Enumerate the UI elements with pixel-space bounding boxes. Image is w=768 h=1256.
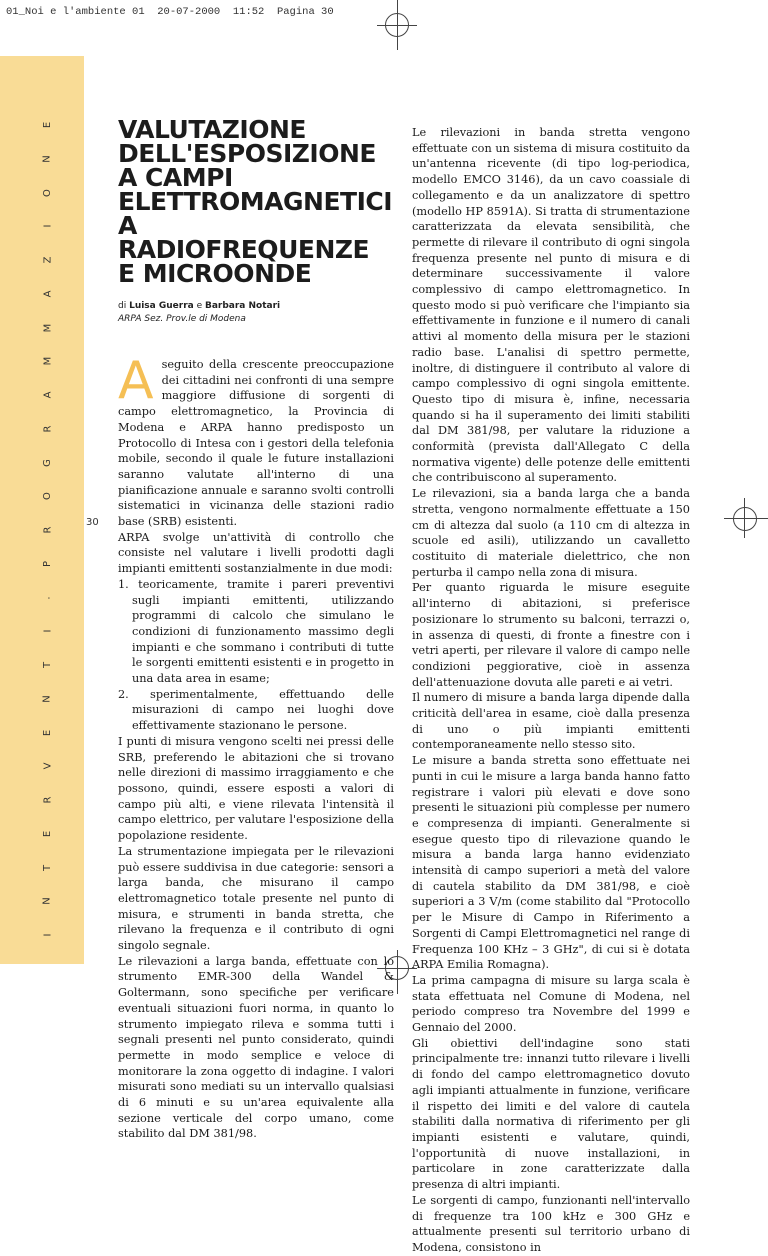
- sidebar-letter: T: [41, 864, 53, 871]
- title-line: E MICROONDE: [118, 259, 312, 288]
- paragraph: Le rilevazioni, sia a banda larga che a banda stretta, vengono normalmente effettuate a 150 cm di altezza dal suolo (a 110 cm di altezza in scuole ed asili), utilizzando un cavalletto costituito di materiale dielettrico, che non perturba il campo nella zona di misura.: [412, 487, 690, 579]
- sidebar-letter: E: [41, 830, 53, 837]
- list-item: 1. teoricamente, tramite i pareri preventivi sugli impianti emittenti, utilizzando programmi di calcolo che simulano le condizioni di funzionamento massimo degli impianti e che sommano i contributi di tutte le sorgenti emittenti esistenti e in progetto in una data area in esame;: [118, 577, 394, 686]
- byline-prefix: di: [118, 301, 130, 311]
- paragraph: Le rilevazioni a larga banda, effettuate con lo strumento EMR-300 della Wandel & Goltermann, sono specifiche per verificare eventuali situazioni fuori norma, in quanto lo strumento impiegato rileva e somma tutti i segnali presenti nel punto considerato, quindi permette in modo semplice e veloce di monitorare la zona oggetto di indagine. I valori misurati sono mediati su un intervallo qualsiasi di 6 minuti e su un'area equivalente alla sezione verticale del corpo umano, come stabilito dal DM 381/98.: [118, 954, 394, 1141]
- author-2: Barbara Notari: [204, 301, 281, 311]
- title-line: A RADIOFREQUENZE: [118, 211, 370, 264]
- sidebar-letter: E: [41, 729, 53, 736]
- paragraph: I punti di misura vengono scelti nei pressi delle SRB, preferendo le abitazioni che si trovano nelle direzioni di massimo irraggiamento e che possono, quindi, essere esposti a valori di campo più alti, e viene rilevata l'intensità il campo elettrico, per valutare l'esposizione della popolazione residente.: [118, 734, 394, 843]
- page-number: 30: [86, 517, 99, 528]
- sidebar-letter: R: [41, 526, 53, 534]
- sidebar-letter: V: [42, 762, 53, 770]
- dropcap: A: [118, 351, 154, 411]
- sidebar-letter: R: [41, 425, 53, 433]
- sidebar-letter: N: [41, 695, 53, 703]
- registration-mark-top: [372, 0, 422, 50]
- right-column: [412, 125, 690, 1256]
- article-title: [118, 115, 393, 288]
- title-line: ELETTROMAGNETICI: [118, 187, 393, 216]
- title-line: A CAMPI: [118, 163, 233, 192]
- title-line: VALUTAZIONE: [118, 115, 306, 144]
- sidebar-letter: O: [42, 188, 53, 197]
- sidebar-letter: E: [41, 121, 53, 129]
- sidebar-letter: I: [41, 933, 53, 937]
- left-column: [118, 351, 394, 1142]
- paragraph: La prima campagna di misure su larga scala è stata effettuata nel Comune di Modena, nel periodo compreso tra Novembre del 1999 e Gennaio del 2000.: [412, 973, 690, 1035]
- sidebar-letter: N: [41, 155, 53, 163]
- sidebar-letter: M: [41, 356, 53, 366]
- intro-text: seguito della crescente preoccupazione dei cittadini nei confronti di una sempre maggiore diffusione di sorgenti di campo elettromagnetico, la Provincia di Modena e ARPA hanno predisposto un Protocollo di Intesa con i gestori della telefonia mobile, secondo il quale le future installazioni saranno valutate all'interno di una pianificazione annuale e saranno svolti controlli sistematici in vicinanza delle stazioni radio base (SRB) esistenti.: [118, 358, 394, 529]
- paragraph: La strumentazione impiegata per le rilevazioni può essere suddivisa in due categorie: sensori a larga banda, che misurano il campo elettromagnetico totale presente nel punto di misura, e strumenti in banda stretta, che rilevano la frequenza e il contributo di ogni singolo segnale.: [118, 844, 394, 953]
- sidebar-letter: Z: [41, 256, 53, 264]
- title-line: DELL'ESPOSIZIONE: [118, 139, 376, 168]
- sidebar-letter: A: [42, 290, 53, 298]
- sidebar-letter: R: [41, 796, 53, 804]
- sidebar-letter: G: [42, 458, 53, 467]
- sidebar-letter: .: [42, 595, 53, 600]
- numbered-list: [118, 577, 394, 734]
- sidebar-section-label: [28, 120, 68, 940]
- print-slug: 01_Noi e l'ambiente 01 20-07-2000 11:52 Pagina 30: [6, 6, 334, 18]
- affiliation: ARPA Sez. Prov.le di Modena: [118, 314, 246, 324]
- sidebar-letter: I: [41, 629, 53, 633]
- list-item: 2. sperimentalmente, effettuando delle misurazioni di campo nei luoghi dove effettivamente stazionano le persone.: [118, 687, 394, 733]
- paragraph: Il numero di misure a banda larga dipende dalla criticità dell'area in esame, cioè dalla presenza di uno o più impianti emittenti contemporaneamente nello stesso sito.: [412, 691, 690, 752]
- paragraph: Gli obiettivi dell'indagine sono stati principalmente tre: innanzi tutto rilevare i livelli di fondo del campo elettromagnetico dovuto agli impianti attualmente in funzione, verificare il rispetto dei limiti e del valore di cautela stabiliti dalla normativa di riferimento per gli impianti esistenti e valutare, quindi, l'opportunità di nuove installazioni, in particolare in zone caratterizzate dalla presenza di altri impianti.: [412, 1036, 690, 1192]
- paragraph: Le misure a banda stretta sono effettuate nei punti in cui le misure a larga banda hanno fatto registrare i valori più elevati e dove sono presenti le situazioni più complesse per numero e compresenza di impianti. Generalmente si esegue questo tipo di rilevazione quando le misura a banda larga hanno evidenziato intensità di campo superiori a metà del valore di cautela stabilito da DM 381/98, e cioè superiori a 3 V/m (come stabilito dal "Protocollo per le Misure di Campo in Riferimento a Sorgenti di Campi Elettromagnetici nel range di Frequenza 100 KHz – 3 GHz", di cui si è dotata ARPA Emilia Romagna).: [412, 754, 690, 972]
- sidebar-letter: A: [42, 391, 53, 399]
- paragraph: Per quanto riguarda le misure eseguite all'interno di abitazioni, si preferisce posizionare lo strumento su balconi, terrazzi o, in assenza di questi, di fronte a finestre con i vetri aperti, per rilevare il valore di campo nelle condizioni peggiorative, cioè in assenza dell'attenuazione dovuta alle pareti e ai vetri.: [412, 581, 690, 689]
- author-1: Luisa Guerra: [129, 301, 194, 311]
- sidebar-letter: M: [41, 323, 53, 332]
- sidebar-letter: T: [41, 661, 53, 669]
- paragraph: Le sorgenti di campo, funzionanti nell'intervallo di frequenze tra 100 kHz e 300 GHz e attualmente presenti sul territorio urbano di Modena, consistono in: [412, 1193, 690, 1254]
- byline: [118, 300, 280, 326]
- sidebar-letter: I: [41, 224, 53, 228]
- sidebar-letter: O: [42, 492, 53, 501]
- paragraph: Le rilevazioni in banda stretta vengono effettuate con un sistema di misura costituito da un'antenna ricevente (di tipo log-periodica, modello EMCO 3146), da un cavo coassiale di collegamento e da un analizzatore di spettro (modello HP 8591A). Si tratta di strumentazione caratterizzata da elevata sensibilità, che permette di rilevare il contributo di ogni singola frequenza presente nel punto di misura e di determinare successivamente il valore complessivo di campo elettromagnetico. In questo modo si può verificare che l'impianto sia effettivamente in funzione e il numero di canali attivi al momento della misura per le stazioni radio base. L'analisi di spettro permette, inoltre, di distinguere il contributo al valore di campo complessivo di ogni singola emittente. Questo tipo di misura è, infine, necessaria quando si ha il superamento dei limiti stabiliti dal DM 381/98, per valutare la riduzione a conformità (prevista dall'Allegato C della normativa vigente) delle potenze delle emittenti che contribuiscono al superamento.: [412, 126, 690, 485]
- sidebar-letter: N: [41, 897, 53, 905]
- intro-paragraph: [118, 351, 394, 530]
- registration-mark-right: [720, 494, 768, 542]
- byline-connector: e: [193, 301, 205, 311]
- paragraph: ARPA svolge un'attività di controllo che consiste nel valutare i livelli prodotti dagli impianti emittenti sostanzialmente in due modi:: [118, 530, 394, 576]
- sidebar-letter: P: [42, 560, 53, 567]
